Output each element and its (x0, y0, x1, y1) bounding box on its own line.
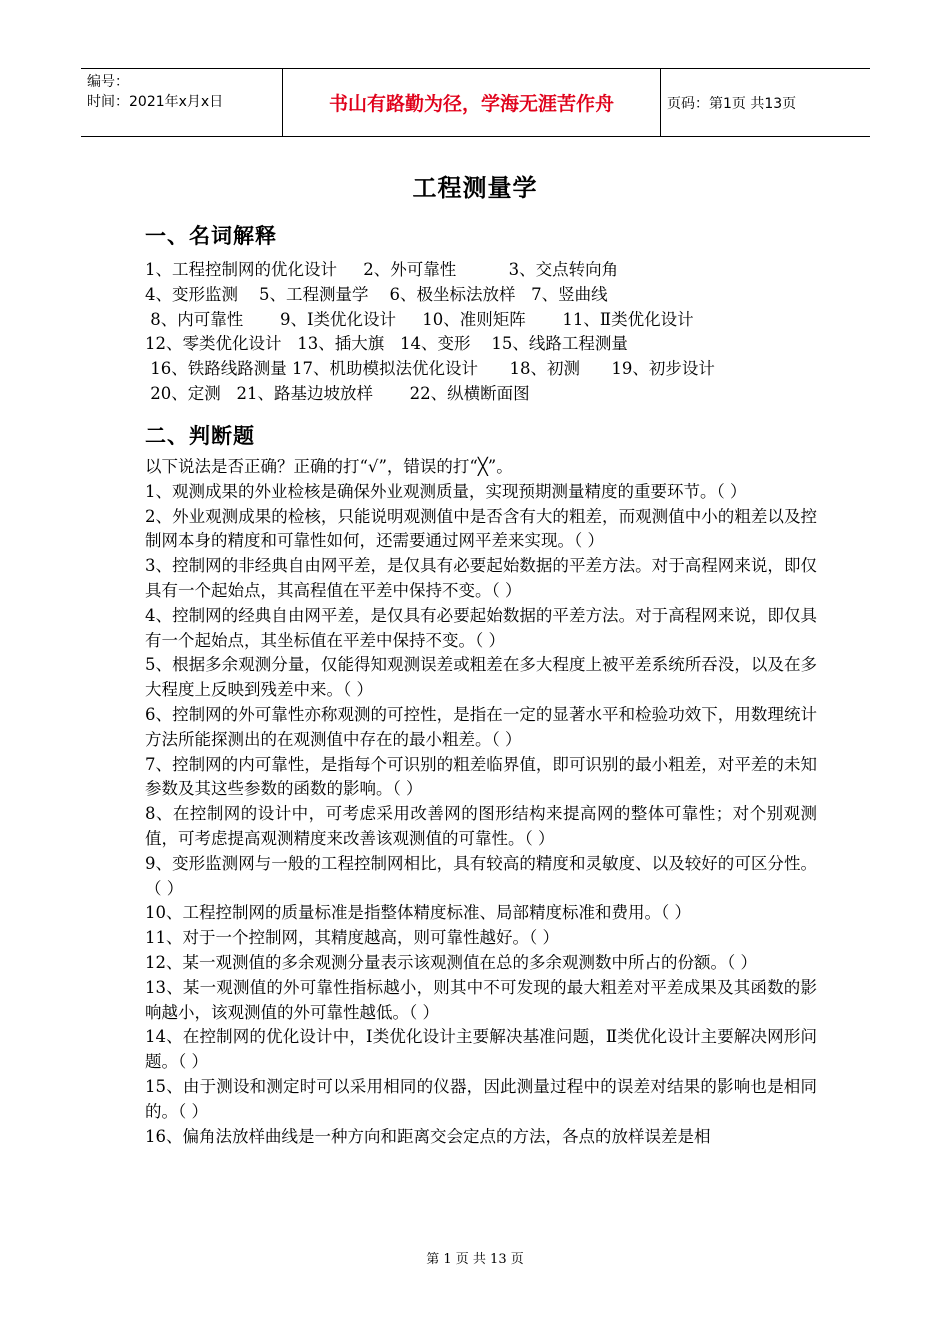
question-item: 14、在控制网的优化设计中，Ⅰ类优化设计主要解决基准问题，Ⅱ类优化设计主要解决网形问题。（ ） (145, 1027, 817, 1072)
question-item: 13、某一观测值的外可靠性指标越小，则其中不可发现的最大粗差对平差成果及其函数的影响越小，该观测值的外可靠性越低。（ ） (145, 977, 817, 1022)
page-footer: 第 1 页 共 13 页 (426, 1252, 524, 1267)
terms-list (145, 258, 835, 407)
page-header (81, 68, 870, 137)
question-item: 9、变形监测网与一般的工程控制网相比，具有较高的精度和灵敏度、以及较好的可区分性。（ ） (145, 853, 817, 898)
document-title: 工程测量学 (412, 174, 538, 202)
terms-row: 12、零类优化设计 13、插大旗 14、变形 15、线路工程测量 (145, 334, 628, 354)
question-intro: 以下说法是否正确？正确的打“√”，错误的打“╳”。 (145, 457, 513, 476)
terms-row: 16、铁路线路测量 17、机助模拟法优化设计 18、初测 19、初步设计 (145, 359, 715, 379)
number-label: 编号： (87, 74, 129, 90)
terms-row: 4、变形监测 5、工程测量学 6、极坐标法放样 7、竖曲线 (145, 284, 608, 304)
terms-row: 20、定测 21、路基边坡放样 22、纵横断面图 (145, 383, 530, 403)
question-item: 5、根据多余观测分量，仅能得知观测误差或粗差在多大程度上被平差系统所吞没，以及在多大程度上反映到残差中来。（ ） (145, 655, 817, 700)
question-item: 10、工程控制网的质量标准是指整体精度标准、局部精度标准和费用。（ ） (145, 903, 691, 923)
question-item: 1、观测成果的外业检核是确保外业观测质量，实现预期测量精度的重要环节。（ ） (145, 481, 747, 501)
question-item: 2、外业观测成果的检核，只能说明观测值中是否含有大的粗差，而观测值中小的粗差以及控制网本身的精度和可靠性如何，还需要通过网平差来实现。（ ） (145, 506, 817, 551)
header-page-info: 页码：第1页 共13页 (667, 95, 797, 112)
question-list (145, 455, 817, 1149)
header-meta (81, 69, 287, 136)
terms-row: 8、内可靠性 9、Ⅰ类优化设计 10、准则矩阵 11、Ⅱ类优化设计 (145, 309, 694, 329)
question-item: 3、控制网的非经典自由网平差，是仅具有必要起始数据的平差方法。对于高程网来说，即仅具有一个起始点，其高程值在平差中保持不变。（ ） (145, 556, 817, 600)
section-heading-terms: 一、名词解释 (145, 224, 277, 248)
question-item: 6、控制网的外可靠性亦称观测的可控性，是指在一定的显著水平和检验功效下，用数理统计方法所能探测出的在观测值中存在的最小粗差。（ ） (145, 704, 817, 749)
section-heading-judgement: 二、判断题 (145, 424, 255, 448)
time-label: 时间：2021年x月x日 (87, 94, 224, 110)
question-item: 11、对于一个控制网，其精度越高，则可靠性越好。（ ） (145, 928, 559, 948)
header-motto: 书山有路勤为径，学海无涯苦作舟 (282, 69, 661, 136)
question-item: 8、在控制网的设计中，可考虑采用改善网的图形结构来提高网的整体可靠性；对个别观测值，可考虑提高观测精度来改善该观测值的可靠性。（ ） (145, 804, 817, 848)
question-item: 15、由于测设和测定时可以采用相同的仪器，因此测量过程中的误差对结果的影响也是相同的。（ ） (145, 1076, 817, 1121)
question-item: 7、控制网的内可靠性，是指每个可识别的粗差临界值，即可识别的最小粗差，对平差的未知参数及其这些参数的函数的影响。（ ） (145, 754, 817, 799)
question-item: 4、控制网的经典自由网平差，是仅具有必要起始数据的平差方法。对于高程网来说，即仅具有一个起始点，其坐标值在平差中保持不变。（ ） (145, 605, 817, 650)
question-item: 12、某一观测值的多余观测分量表示该观测值在总的多余观测数中所占的份额。（ ） (145, 952, 757, 972)
terms-row: 1、工程控制网的优化设计 2、外可靠性 3、交点转向角 (145, 260, 619, 279)
question-item: 16、偏角法放样曲线是一种方向和距离交会定点的方法，各点的放样误差是相 (145, 1126, 711, 1146)
